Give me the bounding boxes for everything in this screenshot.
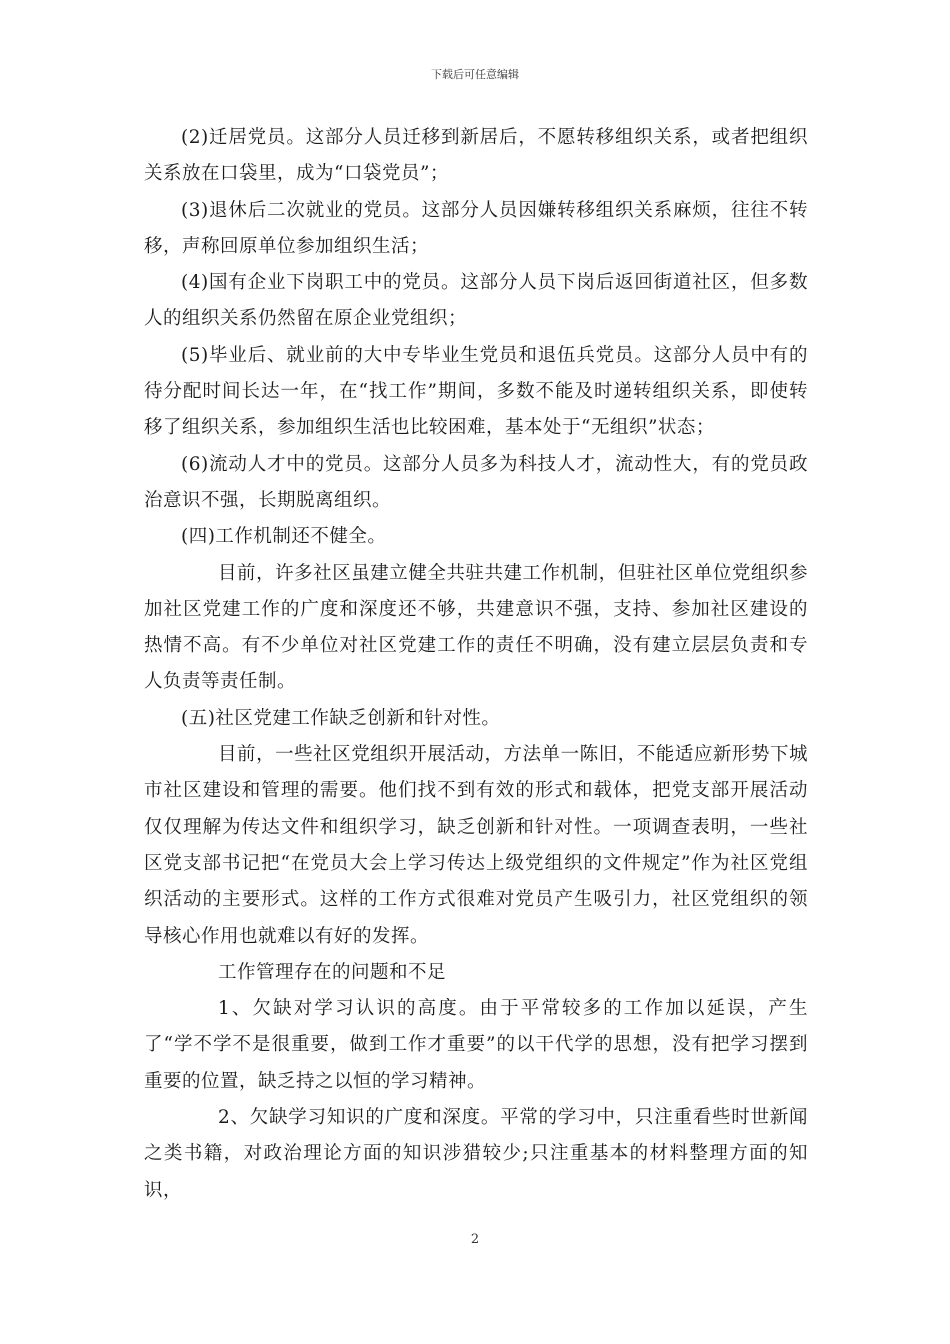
paragraph-graduates-veterans: (5)毕业后、就业前的大中专毕业生党员和退伍兵党员。这部分人员中有的待分配时间长达一年，在“找工作”期间，多数不能及时递转组织关系，即使转移了组织关系，参加组织生活也比较困难，基本处于“无组织”状态； — [144, 344, 808, 439]
paragraph-retired-reemployed: (3)退休后二次就业的党员。这部分人员因嫌转移组织关系麻烦，往往不转移，声称回原单位参加组织生活； — [144, 199, 808, 257]
section-heading-innovation: (五)社区党建工作缺乏创新和针对性。 — [181, 707, 501, 729]
section-heading-problems: 工作管理存在的问题和不足 — [218, 961, 447, 983]
section-heading-mechanism: (四)工作机制还不健全。 — [181, 526, 387, 548]
paragraph-learning-breadth: 2、欠缺学习知识的广度和深度。平常的学习中，只注重看些时世新闻之类书籍，对政治理论方面的知识涉猎较少;只注重基本的材料整理方面的知识， — [144, 1107, 808, 1201]
paragraph-mechanism: 目前，许多社区虽建立健全共驻共建工作机制，但驻社区单位党组织参加社区党建工作的广度和深度还不够，共建意识不强，支持、参加社区建设的热情不高。有不少单位对社区党建工作的责任不明确，没有建立层层负责和专人负责等责任制。 — [144, 562, 808, 693]
paragraph-mobile-talent: (6)流动人才中的党员。这部分人员多为科技人才，流动性大，有的党员政治意识不强，长期脱离组织。 — [144, 453, 808, 511]
page-number: 2 — [470, 1232, 480, 1247]
page-header: 下载后可任意编辑 — [431, 68, 519, 81]
paragraph-innovation: 目前，一些社区党组织开展活动，方法单一陈旧，不能适应新形势下城市社区建设和管理的需要。他们找不到有效的形式和载体，把党支部开展活动仅仅理解为传达文件和组织学习，缺乏创新和针对性。一项调查表明，一些社区党支部书记把“在党员大会上学习传达上级党组织的文件规定”作为社区党组织活动的主要形式。这样的工作方式很难对党员产生吸引力，社区党组织的领导核心作用也就难以有好的发挥。 — [144, 744, 808, 947]
paragraph-relocated-members: (2)迁居党员。这部分人员迁移到新居后，不愿转移组织关系，或者把组织关系放在口袋里，成为“口袋党员”； — [144, 127, 808, 185]
paragraph-learning-awareness: 1、欠缺对学习认识的高度。由于平常较多的工作加以延误，产生了“学不学不是很重要，做到工作才重要”的以干代学的思想，没有把学习摆到重要的位置，缺乏持之以恒的学习精神。 — [144, 998, 808, 1092]
document-body — [144, 120, 808, 1209]
paragraph-laid-off-workers: (4)国有企业下岗职工中的党员。这部分人员下岗后返回街道社区，但多数人的组织关系仍然留在原企业党组织； — [144, 272, 808, 330]
